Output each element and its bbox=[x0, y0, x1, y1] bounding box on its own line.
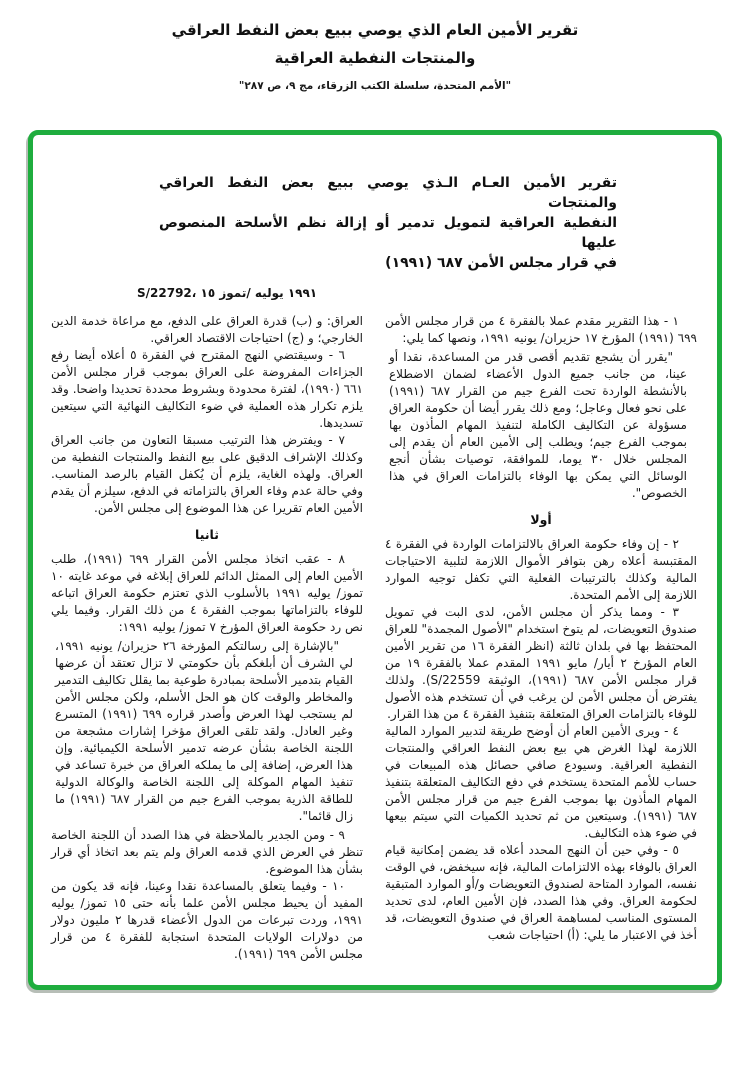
paragraph-4: ٤ - ويرى الأمين العام أن أوضح طريقة لتدبير الموارد المالية اللازمة لهذا الغرض هي بيع بعض النفط العراقي والمنتجات النفطية العراقية. وسيودع صافي حصائل هذه المبيعات في حساب للأمم المتحدة يستخدم في دفع التكاليف المتعلقة بتنفيذ المهام المأذون بها بموجب الفرع جيم من قرار مجلس الأمن ٦٨٧ (١٩٩١). وسيتعين من ثم تحديد الكميات التي سيتم بيعها في ضوء هذه التكاليف. bbox=[385, 724, 697, 840]
quote-resolution-699: "يقرر أن يشجع تقديم أقصى قدر من المساعدة، نقدا أو عينا، من جانب جميع الدول الأعضاء لضمان الاضطلاع بالأنشطة الواردة تحت الفرع جيم من القرار ٦٨٧ (١٩٩١) على نحو فعال وعاجل؛ ومع ذلك يقرر أيضا أن حكومة العراق مسؤولة عن التكاليف الكاملة لتنفيذ المهام المأذون بها بموجب الفرع جيم؛ ويطلب إلى الأمين العام أن يقدم إلى المجلس خلال ٣٠ يوما، للموافقة، توصيات بشأن أنجع الوسائل التي يمكن بها الوفاء بالتزامات العراق في هذا الخصوص". bbox=[389, 350, 687, 500]
paragraph-6: ٦ - وسيقتضي النهج المقترح في الفقرة ٥ أعلاه أيضا رفع الجزاءات المفروضة على العراق بموجب قرار مجلس الأمن ٦٦١ (١٩٩٠)، لفترة محدودة وبشروط محددة تحديدا واضحا. وقد يلزم تكرار هذه العملية في ضوء التكاليف النهائية التي سيتعين تسديدها. bbox=[51, 348, 363, 430]
document-frame bbox=[28, 130, 722, 990]
column-right bbox=[385, 313, 697, 963]
paragraph-9: ٩ - ومن الجدير بالملاحظة في هذا الصدد أن اللجنة الخاصة تنظر في العرض الذي قدمه العراق ولم يتم بعد اتخاذ أي قرار بشأن هذا الموضوع. bbox=[51, 828, 363, 876]
document-title bbox=[159, 173, 617, 273]
paragraph-8: ٨ - عقب اتخاذ مجلس الأمن القرار ٦٩٩ (١٩٩١)، طلب الأمين العام إلى الممثل الدائم للعراق إبلاغه في موعد غايته ١٠ تموز/ يوليه ١٩٩١ بالأسلوب الذي تعتزم حكومة العراق اتباعه للوفاء بالتزاماتها بموجب الفقرة ٤ من ذلك القرار. وفيما يلي نص رد حكومة العراق المؤرخ ٧ تموز/ يوليه ١٩٩١: bbox=[51, 552, 363, 634]
quote-iraq-reply: "بالإشارة إلى رسالتكم المؤرخة ٢٦ حزيران/ يونيه ١٩٩١، لي الشرف أن أبلغكم بأن حكومتي لا تزال تعتقد أن عرضها القيام بتدمير الأسلحة بمبادرة طوعية بما يقلل تكاليف التدمير والمخاطر والوقت كان هو الحل الأسلم، ولكن مجلس الأمن لم يستجب لهذا العرض وأصدر قراره ٦٩٩ (١٩٩١) المتسرع وغير العادل. ولقد تلقى العراق مؤخرا إشارات مشجعة من اللجنة الخاصة بشأن عرضه تدمير الأسلحة الكيميائية. وإن هذا العرض، إضافة إلى ما يملكه العراق من خبرة تساعد في تنفيذ المهام الموكلة إلى اللجنة الخاصة والوكالة الدولية للطاقة الذرية بموجب الفرع جيم من القرار ٦٨٧ (١٩٩١) ما زال قائما". bbox=[55, 639, 354, 823]
document-frame-inner bbox=[33, 135, 717, 985]
page-header-title-line-1: تقرير الأمين العام الذي يوصي ببيع بعض النفط العراقي bbox=[171, 21, 579, 39]
page-header-title-line-2: والمنتجات النفطية العراقية bbox=[274, 49, 476, 67]
paragraph-10: ١٠ - وفيما يتعلق بالمساعدة نقدا وعينا، فإنه قد يكون من المفيد أن يحيط مجلس الأمن علما بأنه حتى ١٥ تموز/ يوليه ١٩٩١، وردت تبرعات من الدول الأعضاء قدرها ٢ مليون دولار من دولارات الولايات المتحدة استجابة للفقرة ٤ من قرار مجلس الأمن ٦٩٩ (١٩٩١). bbox=[51, 879, 363, 961]
paragraph-5-continuation: العراق: و (ب) قدرة العراق على الدفع، مع مراعاة خدمة الدين الخارجي؛ و (ج) احتياجات الاقتصاد العراقي. bbox=[51, 314, 363, 345]
paragraph-3: ٣ - ومما يذكر أن مجلس الأمن، لدى البت في تمويل صندوق التعويضات، لم يتوخ استخدام "الأصول المجمدة" للعراق المحتفظ بها في بلدان ثالثة (انظر الفقرة ١٦ من تقرير الأمين العام المؤرخ ٢ أيار/ مايو ١٩٩١ المقدم عملا بالفقرة ١٩ من قرار مجلس الأمن ٦٨٧ (١٩٩١)، الوثيقة S/22559). ولذلك يفترض أن مجلس الأمن لن يرغب في أن تستخدم هذه الأصول للوفاء بالتزامات العراق المتعلقة بتنفيذ الفقرة ٤ من هذا القرار. bbox=[385, 605, 698, 721]
doc-reference-text: S/22792، ١٥‎ تموز‎/ يوليه‎ ١٩٩١ bbox=[137, 286, 318, 300]
paragraph-7: ٧ - ويفترض هذا الترتيب مسبقا التعاون من جانب العراق وكذلك الإشراف الدقيق على بيع النفط والمنتجات النفطية من العراق. ولهذه الغاية، يلزم أن يُكفل القيام بالرصد المناسب. وفي حالة عدم وفاء العراق بالتزاماته في الدفع، سيلزم أن يقدم الأمين العام تقريرا عن هذا الموضوع إلى مجلس الأمن. bbox=[51, 433, 363, 515]
paragraph-1: ١ - هذا التقرير مقدم عملا بالفقرة ٤ من قرار مجلس الأمن ٦٩٩ (١٩٩١) المؤرخ ١٧ حزيران/ يونيه ١٩٩١، ونصها كما يلي: bbox=[385, 314, 697, 345]
paragraph-5: ٥ - وفي حين أن النهج المحدد أعلاه قد يضمن إمكانية قيام العراق بالوفاء بهذه الالتزامات المالية، فإنه سيخفض، في الوقت نفسه، الموارد المتاحة لصندوق التعويضات و/أو الموارد المتبقية لحكومة العراق. وفي هذا الصدد، فإن الأمين العام، لدى تحديد المستوى المناسب لمساهمة العراق في صندوق التعويضات، قد أخذ في الاعتبار ما يلي: (أ) احتياجات شعب bbox=[385, 843, 697, 942]
paragraph-2: ٢ - إن وفاء حكومة العراق بالالتزامات الواردة في الفقرة ٤ المقتبسة أعلاه رهن بتوافر الأموال اللازمة لتلبية الاحتياجات المالية وكذلك بالترتيبات الفعلية التي تكفل توجيه الموارد اللازمة إلى الأمم المتحدة. bbox=[385, 537, 697, 602]
page-header bbox=[0, 0, 750, 92]
doc-reference bbox=[137, 286, 641, 300]
section-heading-first: أولا bbox=[530, 512, 552, 527]
document-title-line-1: تقرير الأمين العـام الـذي يوصي ببيع بعض النفط العراقي والمنتجات bbox=[159, 175, 617, 211]
section-heading-second: ثانيا bbox=[195, 527, 219, 542]
two-column-text bbox=[47, 313, 699, 963]
document-title-line-3: في قرار مجلس الأمن ٦٨٧ (١٩٩١) bbox=[385, 255, 617, 271]
column-left bbox=[51, 313, 363, 963]
source-note: "الأمم المتحدة، سلسلة الكتب الزرقاء، مج ٩، ص ٢٨٧" bbox=[238, 80, 512, 92]
document-title-line-2: النفطية العراقية لتمويل تدمير أو إزالة نظم الأسلحة المنصوص عليها bbox=[159, 215, 617, 251]
